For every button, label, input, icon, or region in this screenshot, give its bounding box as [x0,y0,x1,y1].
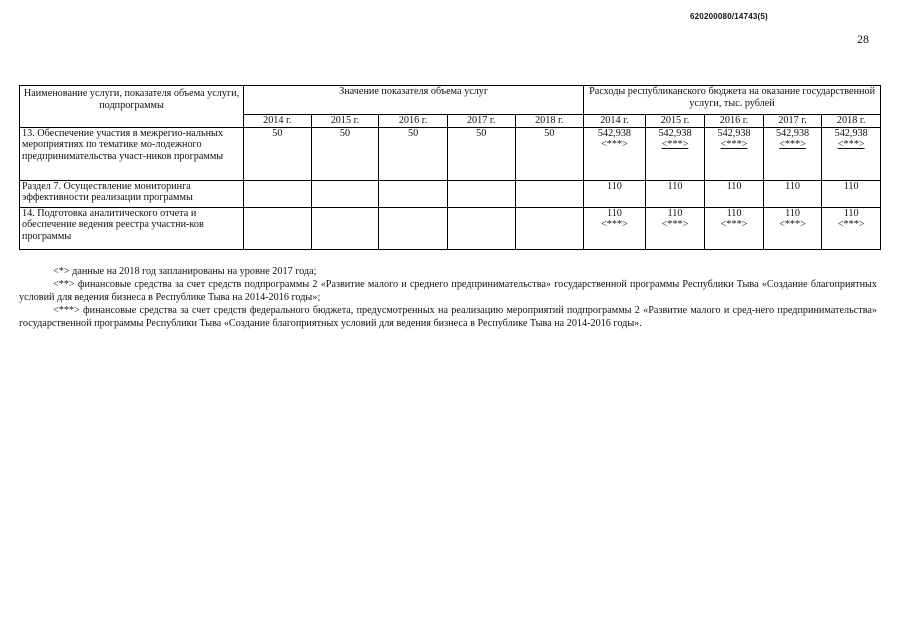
footnote-ref: <***> [779,219,806,230]
footnote-ref: <***> [720,219,748,230]
expense-cell: 110 [705,180,764,207]
volume-cell [244,180,312,207]
volume-cell [379,180,448,207]
table-row [20,180,881,207]
volume-cell [311,207,379,249]
footnote-ref: <***> [601,219,628,230]
footnote-ref: <***> [661,139,689,150]
expense-cell: 110 [763,180,822,207]
document-code: 620200080/14743(5) [690,12,768,21]
expense-cell [763,207,822,249]
expense-cell: 110 [645,180,705,207]
volume-cell: 50 [379,127,448,180]
volume-cell: 50 [515,127,584,180]
expense-cell [705,127,764,180]
expense-cell [822,207,881,249]
page-number: 28 [857,32,869,46]
year-header: 2017 г. [763,115,822,128]
expense-cell [584,207,646,249]
expense-value: 110 [667,207,683,219]
expense-cell: 110 [822,180,881,207]
expense-value: 542,938 [597,127,631,139]
volume-cell: 50 [311,127,379,180]
footnote-ref: <***> [720,139,748,150]
col-header-expenses: Расходы республиканского бюджета на оказание государственной услуги, тыс. рублей [584,86,881,115]
table-row [20,127,881,180]
year-header: 2015 г. [645,115,705,128]
expense-value: 110 [785,207,801,219]
footnote-2: <**> финансовые средства за счет средств подпрограммы 2 «Развитие малого и среднего предпринимательства» государственной программы Республики Тыва «Создание благоприятных условий для ведения бизнеса в Республике Тыва на 2014-2016 годы»; [19,279,877,303]
col-header-service-name: Наименование услуги, показателя объема услуги, подпрограммы [20,86,244,128]
expense-cell [645,127,705,180]
volume-cell: 50 [244,127,312,180]
volume-cell [379,207,448,249]
expense-value: 542,938 [658,127,692,139]
year-header: 2018 г. [822,115,881,128]
expense-cell [822,127,881,180]
table-row [20,207,881,249]
expense-cell [645,207,705,249]
year-header: 2014 г. [584,115,646,128]
footnote-ref: <***> [601,139,628,150]
expense-value: 542,938 [776,127,810,139]
row-name: 13. Обеспечение участия в межрегио-нальных мероприятиях по тематике мо-лодежного предпринимательства участ-ников программы [20,127,244,180]
year-header: 2016 г. [705,115,764,128]
expense-cell: 110 [584,180,646,207]
volume-cell [447,207,515,249]
services-table [19,85,881,250]
expense-cell [763,127,822,180]
footnote-ref: <***> [837,139,865,150]
footnote-ref: <***> [779,139,806,150]
row-name: Раздел 7. Осуществление мониторинга эффективности реализации программы [20,180,244,207]
year-header: 2018 г. [515,115,584,128]
footnotes [19,265,877,330]
year-header: 2015 г. [311,115,379,128]
year-header: 2014 г. [244,115,312,128]
footnote-1: <*> данные на 2018 год запланированы на уровне 2017 года; [53,266,317,277]
expense-value: 542,938 [834,127,868,139]
volume-cell [311,180,379,207]
expense-value: 110 [843,207,859,219]
volume-cell [244,207,312,249]
footnote-ref: <***> [661,219,689,230]
expense-value: 110 [726,207,742,219]
row-name: 14. Подготовка аналитического отчета и обеспечение ведения реестра участни-ков программы [20,207,244,249]
col-header-volume: Значение показателя объема услуг [244,86,584,115]
year-header: 2016 г. [379,115,448,128]
footnote-3: <***> финансовые средства за счет средств федерального бюджета, предусмотренных на реализацию мероприятий подпрограммы 2 «Развитие малого и сред-него предпринимательства» государственной программы Республики Тыва «Создание благоприятных условий для ведения бизнеса в Республике Тыва на 2014-2016 годы». [19,305,877,329]
volume-cell [447,180,515,207]
expense-cell [705,207,764,249]
footnote-ref: <***> [837,219,865,230]
volume-cell: 50 [447,127,515,180]
expense-value: 542,938 [717,127,751,139]
volume-cell [515,207,584,249]
year-header: 2017 г. [447,115,515,128]
expense-cell [584,127,646,180]
expense-value: 110 [607,207,622,219]
volume-cell [515,180,584,207]
